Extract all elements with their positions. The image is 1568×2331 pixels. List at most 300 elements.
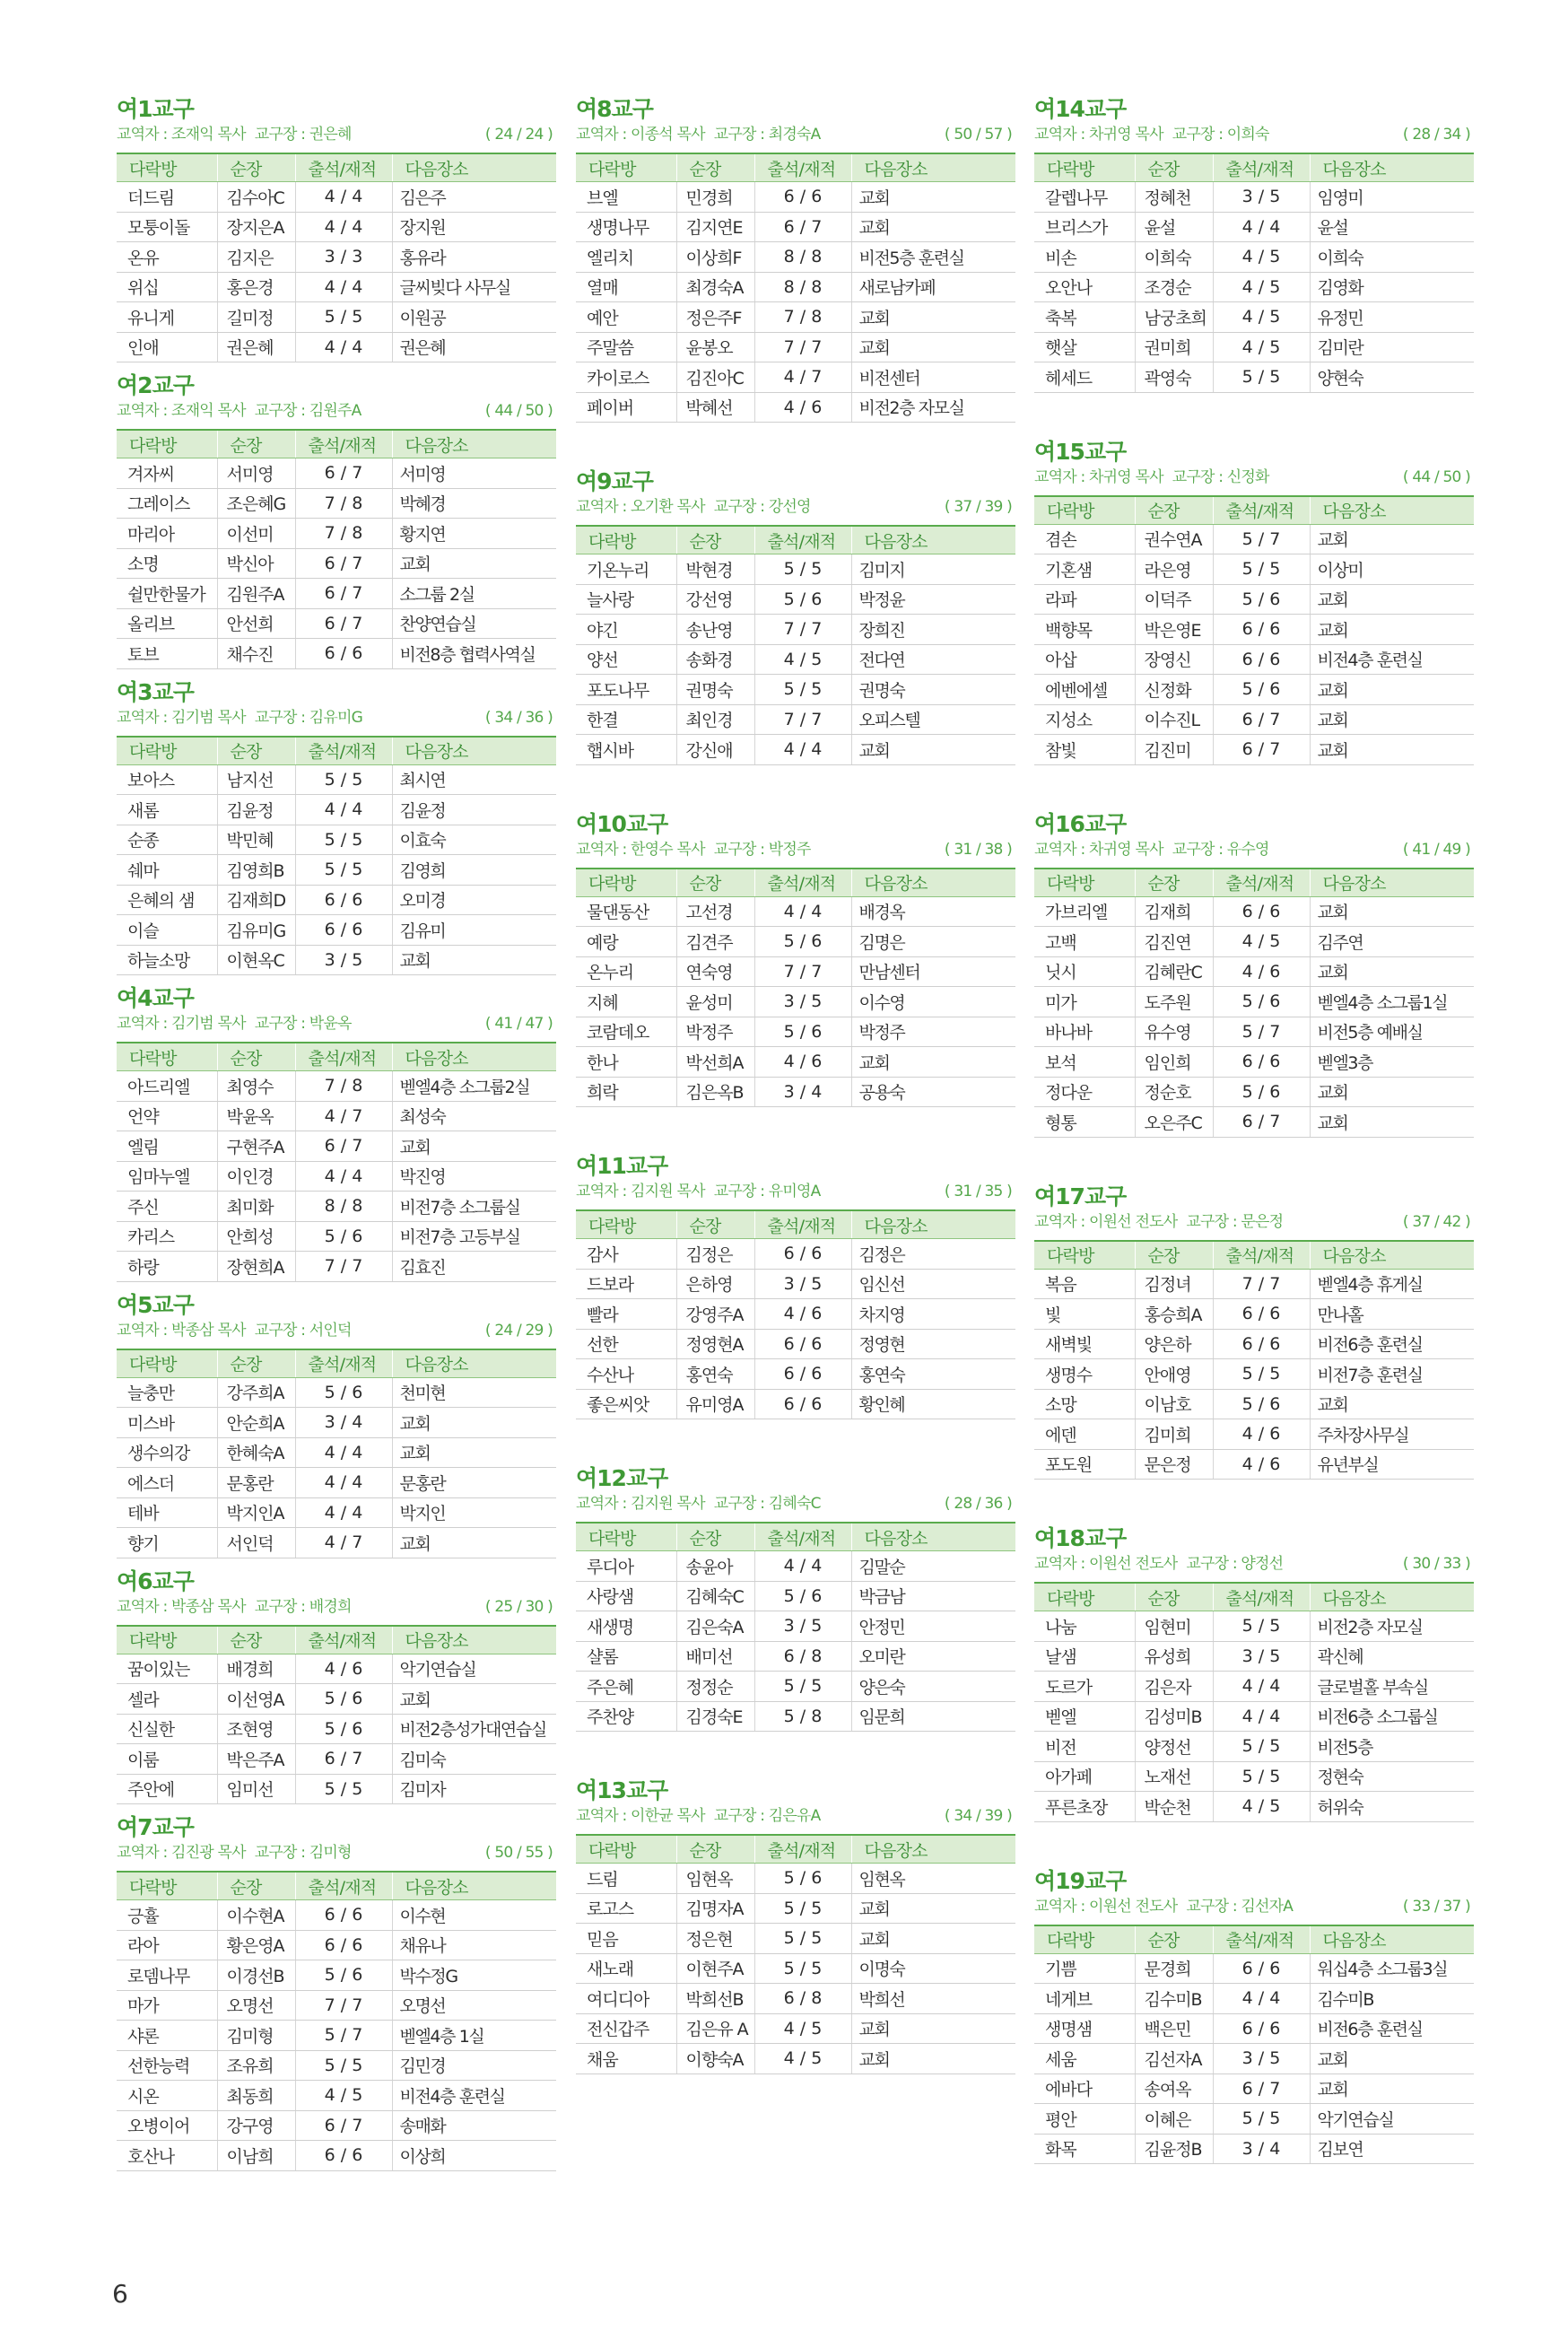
- header-name: 다락방: [117, 1043, 217, 1071]
- attendance: 8 / 8: [754, 272, 851, 302]
- attendance: 6 / 6: [295, 1900, 392, 1931]
- group-leader: 채수진: [217, 639, 295, 669]
- table-row: [117, 1192, 556, 1222]
- attendance: 4 / 5: [1213, 302, 1310, 333]
- table-row: [1034, 2134, 1474, 2164]
- attendance: 3 / 5: [1213, 1641, 1310, 1672]
- district-block: [117, 1291, 556, 1558]
- table-row: [117, 1408, 556, 1438]
- next-place: 교회: [851, 332, 1015, 362]
- attendance: 3 / 4: [1213, 2134, 1310, 2164]
- attendance: 5 / 5: [754, 1893, 851, 1924]
- district-pastor: 교역자 : 한영수 목사: [576, 840, 705, 859]
- group-name: 물댄동산: [576, 896, 676, 927]
- header-leader: 순장: [676, 153, 754, 182]
- group-name: 주찬양: [576, 1701, 676, 1732]
- table-row: [576, 704, 1015, 735]
- table-row: [576, 956, 1015, 987]
- header-attendance: 출석/재적: [1213, 1241, 1310, 1270]
- next-place: 만나홀: [1310, 1299, 1474, 1330]
- district-pastor: 교역자 : 차귀영 목사: [1034, 467, 1163, 486]
- header-next-place: 다음장소: [392, 1872, 556, 1900]
- next-place: 유년부실: [1310, 1449, 1474, 1480]
- table-row: [576, 212, 1015, 242]
- attendance: 6 / 7: [295, 579, 392, 609]
- group-name: 화목: [1034, 2134, 1135, 2164]
- attendance: 4 / 5: [754, 2013, 851, 2044]
- column-middle: [576, 95, 1015, 2074]
- district-chief: 교구장 : 박윤옥: [254, 1015, 352, 1033]
- table-row: [117, 1221, 556, 1252]
- attendance: 8 / 8: [295, 1192, 392, 1222]
- district-chief: 교구장 : 김원주A: [254, 402, 362, 420]
- next-place: 임문희: [851, 1701, 1015, 1732]
- group-name: 오안나: [1034, 272, 1135, 302]
- district-info: [576, 1181, 1015, 1202]
- group-leader: 홍승희A: [1135, 1299, 1213, 1330]
- group-leader: 김혜란C: [1135, 956, 1213, 987]
- group-name: 향기: [117, 1528, 217, 1558]
- group-name: 마가: [117, 1990, 217, 2021]
- group-leader: 신정화: [1135, 675, 1213, 705]
- group-leader: 박윤옥: [217, 1101, 295, 1131]
- group-leader: 안애영: [1135, 1359, 1213, 1390]
- next-place: 박금남: [851, 1581, 1015, 1611]
- group-leader: 이선영A: [217, 1684, 295, 1715]
- table-row: [576, 1893, 1015, 1924]
- header-next-place: 다음장소: [392, 153, 556, 182]
- next-place: 장지원: [392, 212, 556, 242]
- district-table: [576, 153, 1015, 423]
- group-leader: 서인덕: [217, 1528, 295, 1558]
- group-leader: 이경선B: [217, 1960, 295, 1991]
- next-place: 김미란: [1310, 332, 1474, 362]
- next-place: 비전7층 소그룹실: [392, 1192, 556, 1222]
- group-leader: 문은정: [1135, 1449, 1213, 1480]
- district-title: 여6교구: [117, 1567, 194, 1594]
- attendance: 5 / 6: [1213, 987, 1310, 1017]
- next-place: 김말순: [851, 1551, 1015, 1582]
- district-block: [1034, 95, 1474, 393]
- next-place: 박정윤: [851, 584, 1015, 615]
- district-block: [117, 678, 556, 976]
- header-next-place: 다음장소: [851, 153, 1015, 182]
- district-block: [1034, 1183, 1474, 1480]
- group-name: 야긴: [576, 615, 676, 645]
- attendance: 5 / 6: [1213, 675, 1310, 705]
- table-row: [1034, 272, 1474, 302]
- attendance: 4 / 6: [295, 1654, 392, 1684]
- group-name: 새벽빛: [1034, 1329, 1135, 1359]
- group-name: 수산나: [576, 1359, 676, 1390]
- attendance: 6 / 6: [295, 885, 392, 915]
- group-name: 햅시바: [576, 735, 676, 765]
- next-place: 이상미: [1310, 554, 1474, 585]
- district-info: [117, 124, 556, 145]
- header-next-place: 다음장소: [851, 1523, 1015, 1551]
- district-pastor: 교역자 : 이원선 전도사: [1034, 1555, 1178, 1573]
- next-place: 김효진: [392, 1252, 556, 1282]
- next-place: 허위숙: [1310, 1792, 1474, 1822]
- group-leader: 박민혜: [217, 825, 295, 855]
- header-attendance: 출석/재적: [754, 1835, 851, 1864]
- group-leader: 남지선: [217, 764, 295, 795]
- header-next-place: 다음장소: [392, 1626, 556, 1654]
- district-info: [117, 1320, 556, 1341]
- table-header-row: [117, 1626, 556, 1654]
- next-place: 비전7층 고등부실: [392, 1221, 556, 1252]
- table-row: [1034, 182, 1474, 213]
- header-next-place: 다음장소: [1310, 1925, 1474, 1954]
- group-name: 라파: [1034, 584, 1135, 615]
- attendance: 5 / 5: [295, 855, 392, 886]
- group-leader: 임인희: [1135, 1047, 1213, 1078]
- district-block: [117, 1567, 556, 1805]
- district-table: [576, 1522, 1015, 1732]
- table-row: [1034, 212, 1474, 242]
- group-name: 올리브: [117, 608, 217, 639]
- group-name: 생명수: [1034, 1359, 1135, 1390]
- district-title: 여10교구: [576, 810, 668, 837]
- group-leader: 오은주C: [1135, 1107, 1213, 1138]
- attendance: 5 / 7: [295, 2021, 392, 2051]
- group-name: 이슬: [117, 915, 217, 946]
- table-header-row: [1034, 1241, 1474, 1270]
- group-name: 언약: [117, 1101, 217, 1131]
- next-place: 양현숙: [1310, 362, 1474, 393]
- table-row: [576, 987, 1015, 1017]
- header-name: 다락방: [117, 1626, 217, 1654]
- group-leader: 유성희: [1135, 1641, 1213, 1672]
- next-place: 교회: [851, 2013, 1015, 2044]
- table-row: [576, 927, 1015, 957]
- next-place: 임현옥: [851, 1864, 1015, 1894]
- next-place: 문홍란: [392, 1468, 556, 1498]
- attendance: 6 / 7: [295, 1744, 392, 1775]
- group-leader: 김수아C: [217, 182, 295, 213]
- group-name: 푸른초장: [1034, 1792, 1135, 1822]
- district-table: [1034, 495, 1474, 765]
- header-name: 다락방: [1034, 1925, 1135, 1954]
- table-row: [576, 1551, 1015, 1582]
- attendance: 4 / 5: [1213, 242, 1310, 273]
- group-name: 생수의강: [117, 1437, 217, 1468]
- district-title: 여15교구: [1034, 438, 1127, 465]
- group-leader: 정정순: [676, 1672, 754, 1702]
- next-place: 벧엘4층 1실: [392, 2021, 556, 2051]
- district-info: [1034, 124, 1474, 145]
- header-attendance: 출석/재적: [754, 526, 851, 554]
- attendance: 7 / 7: [754, 615, 851, 645]
- group-name: 한나: [576, 1047, 676, 1078]
- district-title: 여19교구: [1034, 1867, 1127, 1894]
- group-leader: 홍연숙: [676, 1359, 754, 1390]
- district-block: [1034, 810, 1474, 1138]
- district-title: 여17교구: [1034, 1183, 1127, 1209]
- district-count: ( 24 / 24 ): [484, 126, 553, 144]
- group-name: 코람데오: [576, 1017, 676, 1047]
- header-attendance: 출석/재적: [295, 1626, 392, 1654]
- next-place: 비전2층성가대연습실: [392, 1714, 556, 1744]
- next-place: 김정은: [851, 1239, 1015, 1270]
- table-row: [576, 735, 1015, 765]
- district-count: ( 25 / 30 ): [484, 1597, 553, 1616]
- attendance: 6 / 6: [295, 639, 392, 669]
- attendance: 5 / 6: [1213, 1389, 1310, 1419]
- group-name: 샬롬: [576, 1641, 676, 1672]
- table-row: [576, 1389, 1015, 1419]
- table-row: [1034, 704, 1474, 735]
- next-place: 교회: [1310, 956, 1474, 987]
- group-leader: 최경숙A: [676, 272, 754, 302]
- group-leader: 박선희A: [676, 1047, 754, 1078]
- group-name: 아삽: [1034, 644, 1135, 675]
- district-count: ( 31 / 38 ): [944, 840, 1012, 859]
- attendance: 6 / 6: [295, 1930, 392, 1960]
- attendance: 6 / 6: [1213, 1329, 1310, 1359]
- group-leader: 강구영: [217, 2110, 295, 2141]
- table-row: [576, 272, 1015, 302]
- attendance: 6 / 7: [1213, 1107, 1310, 1138]
- group-leader: 김원주A: [217, 579, 295, 609]
- table-row: [1034, 1299, 1474, 1330]
- next-place: 교회: [392, 1131, 556, 1162]
- district-count: ( 28 / 36 ): [944, 1495, 1012, 1513]
- table-row: [1034, 1047, 1474, 1078]
- attendance: 5 / 5: [295, 764, 392, 795]
- column-left: [117, 95, 556, 2171]
- next-place: 교회: [851, 212, 1015, 242]
- table-row: [1034, 1984, 1474, 2014]
- district-table: [1034, 1925, 1474, 2165]
- next-place: 비전6층 훈련실: [1310, 1329, 1474, 1359]
- table-row: [1034, 554, 1474, 585]
- table-row: [117, 855, 556, 886]
- group-name: 오병이어: [117, 2110, 217, 2141]
- attendance: 5 / 6: [1213, 584, 1310, 615]
- group-name: 생명나무: [576, 212, 676, 242]
- group-leader: 조은혜G: [217, 488, 295, 519]
- group-name: 꿈이있는: [117, 1654, 217, 1684]
- table-row: [576, 392, 1015, 423]
- group-leader: 송난영: [676, 615, 754, 645]
- next-place: 황인혜: [851, 1389, 1015, 1419]
- group-name: 에바다: [1034, 2073, 1135, 2104]
- table-row: [576, 1017, 1015, 1047]
- next-place: 교회: [851, 1924, 1015, 1954]
- group-name: 생명샘: [1034, 2013, 1135, 2044]
- group-name: 하늘소망: [117, 945, 217, 975]
- group-leader: 장지은A: [217, 212, 295, 242]
- table-row: [117, 2081, 556, 2111]
- table-row: [576, 1359, 1015, 1390]
- attendance: 6 / 8: [754, 1984, 851, 2014]
- district-chief: 교구장 : 권은혜: [254, 126, 352, 144]
- table-row: [117, 915, 556, 946]
- attendance: 6 / 6: [1213, 1047, 1310, 1078]
- next-place: 배경옥: [851, 896, 1015, 927]
- header-next-place: 다음장소: [851, 526, 1015, 554]
- header-name: 다락방: [1034, 153, 1135, 182]
- group-leader: 배경희: [217, 1654, 295, 1684]
- attendance: 3 / 4: [295, 1408, 392, 1438]
- header-name: 다락방: [576, 153, 676, 182]
- table-header-row: [117, 737, 556, 765]
- header-name: 다락방: [1034, 1583, 1135, 1611]
- table-row: [576, 1077, 1015, 1107]
- next-place: 교회: [1310, 1077, 1474, 1107]
- table-row: [117, 1684, 556, 1715]
- group-leader: 배미선: [676, 1641, 754, 1672]
- next-place: 교회: [1310, 584, 1474, 615]
- district-table: [117, 736, 556, 976]
- district-chief: 교구장 : 강선영: [713, 498, 811, 516]
- next-place: 교회: [392, 1684, 556, 1715]
- next-place: 김영화: [1310, 272, 1474, 302]
- district-table: [117, 153, 556, 362]
- group-name: 이룸: [117, 1744, 217, 1775]
- table-row: [1034, 1419, 1474, 1450]
- district-chief: 교구장 : 김유미G: [254, 708, 362, 727]
- table-row: [1034, 987, 1474, 1017]
- next-place: 교회: [1310, 735, 1474, 765]
- table-row: [1034, 2073, 1474, 2104]
- group-leader: 문경희: [1135, 1953, 1213, 1984]
- attendance: 5 / 6: [295, 1960, 392, 1991]
- header-name: 다락방: [1034, 869, 1135, 897]
- table-row: [576, 1864, 1015, 1894]
- attendance: 3 / 4: [754, 1077, 851, 1107]
- group-leader: 정은현: [676, 1924, 754, 1954]
- district-title: 여16교구: [1034, 810, 1127, 837]
- next-place: 이효숙: [392, 825, 556, 855]
- header-leader: 순장: [676, 1523, 754, 1551]
- district-chief: 교구장 : 김미형: [254, 1844, 352, 1862]
- attendance: 4 / 4: [295, 1437, 392, 1468]
- district-count: ( 30 / 33 ): [1402, 1555, 1470, 1573]
- group-leader: 이현옥C: [217, 945, 295, 975]
- group-leader: 노재선: [1135, 1761, 1213, 1792]
- attendance: 4 / 4: [295, 332, 392, 362]
- header-leader: 순장: [217, 1626, 295, 1654]
- attendance: 4 / 4: [754, 735, 851, 765]
- group-leader: 도주원: [1135, 987, 1213, 1017]
- district-pastor: 교역자 : 차귀영 목사: [1034, 840, 1163, 859]
- district-pastor: 교역자 : 김기범 목사: [117, 1015, 246, 1033]
- group-leader: 김지연E: [676, 212, 754, 242]
- district-table: [576, 525, 1015, 765]
- group-leader: 길미정: [217, 302, 295, 333]
- group-leader: 강신애: [676, 735, 754, 765]
- attendance: 6 / 7: [754, 212, 851, 242]
- group-leader: 정은주F: [676, 302, 754, 333]
- district-table: [576, 1209, 1015, 1419]
- table-header-row: [117, 1043, 556, 1071]
- header-name: 다락방: [117, 430, 217, 458]
- table-row: [576, 1269, 1015, 1299]
- table-row: [117, 2141, 556, 2171]
- district-pastor: 교역자 : 오기환 목사: [576, 498, 705, 516]
- next-place: 천미현: [392, 1377, 556, 1408]
- table-row: [576, 896, 1015, 927]
- attendance: 5 / 6: [295, 1714, 392, 1744]
- header-next-place: 다음장소: [392, 1043, 556, 1071]
- group-leader: 이남희: [217, 2141, 295, 2171]
- next-place: 교회: [392, 548, 556, 579]
- attendance: 6 / 6: [1213, 1299, 1310, 1330]
- group-name: 인애: [117, 332, 217, 362]
- group-name: 쉐마: [117, 855, 217, 886]
- group-leader: 송윤아: [676, 1551, 754, 1582]
- district-info: [576, 839, 1015, 860]
- table-row: [1034, 735, 1474, 765]
- attendance: 4 / 4: [754, 896, 851, 927]
- group-leader: 이인경: [217, 1161, 295, 1192]
- group-name: 더드림: [117, 182, 217, 213]
- attendance: 5 / 6: [1213, 1077, 1310, 1107]
- header-leader: 순장: [1135, 1925, 1213, 1954]
- table-row: [576, 1047, 1015, 1078]
- district-chief: 교구장 : 박정주: [713, 840, 811, 859]
- group-leader: 김성미B: [1135, 1701, 1213, 1732]
- group-name: 온누리: [576, 956, 676, 987]
- table-row: [576, 182, 1015, 213]
- group-leader: 양은하: [1135, 1329, 1213, 1359]
- group-leader: 권은혜: [217, 332, 295, 362]
- header-attendance: 출석/재적: [295, 430, 392, 458]
- district-block: [576, 810, 1015, 1108]
- group-leader: 조유희: [217, 2050, 295, 2081]
- district-block: [117, 95, 556, 362]
- table-row: [117, 2050, 556, 2081]
- group-name: 소망: [1034, 1389, 1135, 1419]
- attendance: 5 / 5: [295, 1774, 392, 1804]
- district-count: ( 41 / 47 ): [484, 1015, 553, 1033]
- district-info: [117, 1596, 556, 1618]
- table-row: [117, 548, 556, 579]
- next-place: 오미란: [851, 1641, 1015, 1672]
- district-chief: 교구장 : 신정화: [1172, 467, 1269, 486]
- district-block: [117, 984, 556, 1282]
- header-name: 다락방: [576, 869, 676, 897]
- attendance: 4 / 5: [1213, 272, 1310, 302]
- district-title: 여13교구: [576, 1777, 668, 1803]
- group-leader: 조경순: [1135, 272, 1213, 302]
- table-row: [1034, 675, 1474, 705]
- attendance: 6 / 7: [295, 1131, 392, 1162]
- next-place: 벧엘3층: [1310, 1047, 1474, 1078]
- table-row: [576, 2013, 1015, 2044]
- district-info: [576, 1805, 1015, 1827]
- district-info: [1034, 839, 1474, 860]
- attendance: 7 / 7: [295, 1990, 392, 2021]
- group-leader: 이수현A: [217, 1900, 295, 1931]
- group-name: 에덴: [1034, 1419, 1135, 1450]
- group-leader: 고선경: [676, 896, 754, 927]
- next-place: 임영미: [1310, 182, 1474, 213]
- next-place: 박정주: [851, 1017, 1015, 1047]
- attendance: 6 / 6: [754, 1389, 851, 1419]
- group-name: 채움: [576, 2044, 676, 2074]
- attendance: 5 / 6: [754, 927, 851, 957]
- table-row: [117, 2021, 556, 2051]
- attendance: 6 / 6: [1213, 896, 1310, 927]
- attendance: 6 / 7: [1213, 2073, 1310, 2104]
- group-name: 셀라: [117, 1684, 217, 1715]
- district-title: 여11교구: [576, 1153, 668, 1179]
- table-row: [576, 1984, 1015, 2014]
- next-place: 차지영: [851, 1299, 1015, 1330]
